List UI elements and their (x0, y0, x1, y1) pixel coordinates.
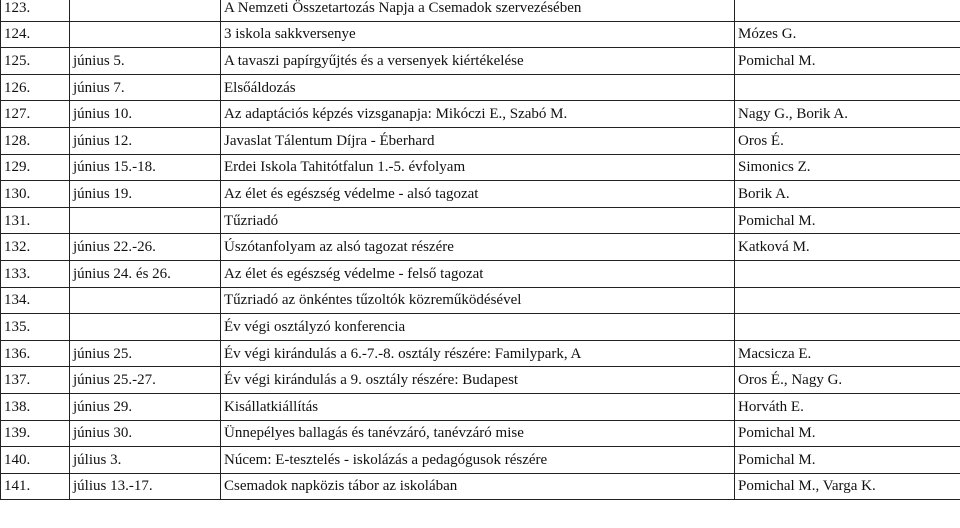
row-number: 136. (1, 340, 70, 367)
row-responsible (735, 314, 960, 341)
row-responsible: Simonics Z. (735, 154, 960, 181)
row-responsible: Borik A. (735, 181, 960, 208)
row-event: Elsőáldozás (221, 74, 735, 101)
table-row (1, 181, 960, 208)
row-event: Az adaptációs képzés vizsganapja: Mikóczi E., Szabó M. (221, 101, 735, 128)
row-responsible (735, 287, 960, 314)
row-event: Núcem: E-tesztelés - iskolázás a pedagógusok részére (221, 447, 735, 474)
row-number: 131. (1, 207, 70, 234)
row-responsible: Nagy G., Borik A. (735, 101, 960, 128)
row-date: június 30. (70, 420, 221, 447)
table-row (1, 393, 960, 420)
row-date: június 25.-27. (70, 367, 221, 394)
row-date: július 13.-17. (70, 473, 221, 500)
row-event: Tűzriadó az önkéntes tűzoltók közreműködésével (221, 287, 735, 314)
table-row (1, 367, 960, 394)
row-number: 126. (1, 74, 70, 101)
table-row (1, 420, 960, 447)
row-number: 141. (1, 473, 70, 500)
row-event: Javaslat Tálentum Díjra - Éberhard (221, 127, 735, 154)
row-event: Erdei Iskola Tahitótfalun 1.-5. évfolyam (221, 154, 735, 181)
row-date: július 3. (70, 447, 221, 474)
table-row (1, 0, 960, 21)
table-row (1, 340, 960, 367)
row-date: június 25. (70, 340, 221, 367)
schedule-body (1, 0, 960, 500)
row-number: 127. (1, 101, 70, 128)
row-number: 130. (1, 181, 70, 208)
row-date (70, 21, 221, 48)
row-responsible: Macsicza E. (735, 340, 960, 367)
row-responsible (735, 0, 960, 21)
row-event: Év végi kirándulás a 6.-7.-8. osztály részére: Familypark, A (221, 340, 735, 367)
row-event: Csemadok napközis tábor az iskolában (221, 473, 735, 500)
row-date: június 29. (70, 393, 221, 420)
row-number: 137. (1, 367, 70, 394)
row-number: 125. (1, 48, 70, 75)
row-event: 3 iskola sakkversenye (221, 21, 735, 48)
row-responsible: Horváth E. (735, 393, 960, 420)
row-responsible: Pomichal M. (735, 207, 960, 234)
row-event: Év végi kirándulás a 9. osztály részére: Budapest (221, 367, 735, 394)
row-responsible (735, 260, 960, 287)
row-event: Az élet és egészség védelme - alsó tagozat (221, 181, 735, 208)
row-date (70, 314, 221, 341)
row-date: június 19. (70, 181, 221, 208)
row-event: A Nemzeti Összetartozás Napja a Csemadok szervezésében (221, 0, 735, 21)
row-date (70, 207, 221, 234)
row-date: június 12. (70, 127, 221, 154)
row-responsible: Pomichal M., Varga K. (735, 473, 960, 500)
row-responsible: Pomichal M. (735, 420, 960, 447)
row-number: 129. (1, 154, 70, 181)
row-number: 123. (1, 0, 70, 21)
row-number: 135. (1, 314, 70, 341)
row-responsible: Oros É., Nagy G. (735, 367, 960, 394)
row-number: 133. (1, 260, 70, 287)
row-responsible: Oros É. (735, 127, 960, 154)
row-event: Év végi osztályzó konferencia (221, 314, 735, 341)
row-date: június 24. és 26. (70, 260, 221, 287)
row-responsible: Katková M. (735, 234, 960, 261)
row-responsible (735, 74, 960, 101)
table-row (1, 207, 960, 234)
row-date: június 7. (70, 74, 221, 101)
row-responsible: Pomichal M. (735, 447, 960, 474)
row-event: Kisállatkiállítás (221, 393, 735, 420)
row-event: Ünnepélyes ballagás és tanévzáró, tanévzáró mise (221, 420, 735, 447)
table-row (1, 473, 960, 500)
row-date (70, 0, 221, 21)
table-row (1, 234, 960, 261)
row-number: 132. (1, 234, 70, 261)
row-number: 138. (1, 393, 70, 420)
table-row (1, 127, 960, 154)
table-row (1, 74, 960, 101)
row-date: június 22.-26. (70, 234, 221, 261)
row-responsible: Pomichal M. (735, 48, 960, 75)
row-event: Tűzriadó (221, 207, 735, 234)
table-row (1, 260, 960, 287)
row-event: Úszótanfolyam az alsó tagozat részére (221, 234, 735, 261)
row-event: Az élet és egészség védelme - felső tagozat (221, 260, 735, 287)
table-row (1, 314, 960, 341)
row-number: 140. (1, 447, 70, 474)
table-row (1, 21, 960, 48)
row-number: 124. (1, 21, 70, 48)
table-row (1, 48, 960, 75)
row-event: A tavaszi papírgyűjtés és a versenyek kiértékelése (221, 48, 735, 75)
row-date (70, 287, 221, 314)
row-date: június 5. (70, 48, 221, 75)
table-row (1, 447, 960, 474)
row-date: június 15.-18. (70, 154, 221, 181)
table-row (1, 101, 960, 128)
table-row (1, 287, 960, 314)
row-number: 128. (1, 127, 70, 154)
row-number: 134. (1, 287, 70, 314)
table-row (1, 154, 960, 181)
row-number: 139. (1, 420, 70, 447)
row-date: június 10. (70, 101, 221, 128)
row-responsible: Mózes G. (735, 21, 960, 48)
